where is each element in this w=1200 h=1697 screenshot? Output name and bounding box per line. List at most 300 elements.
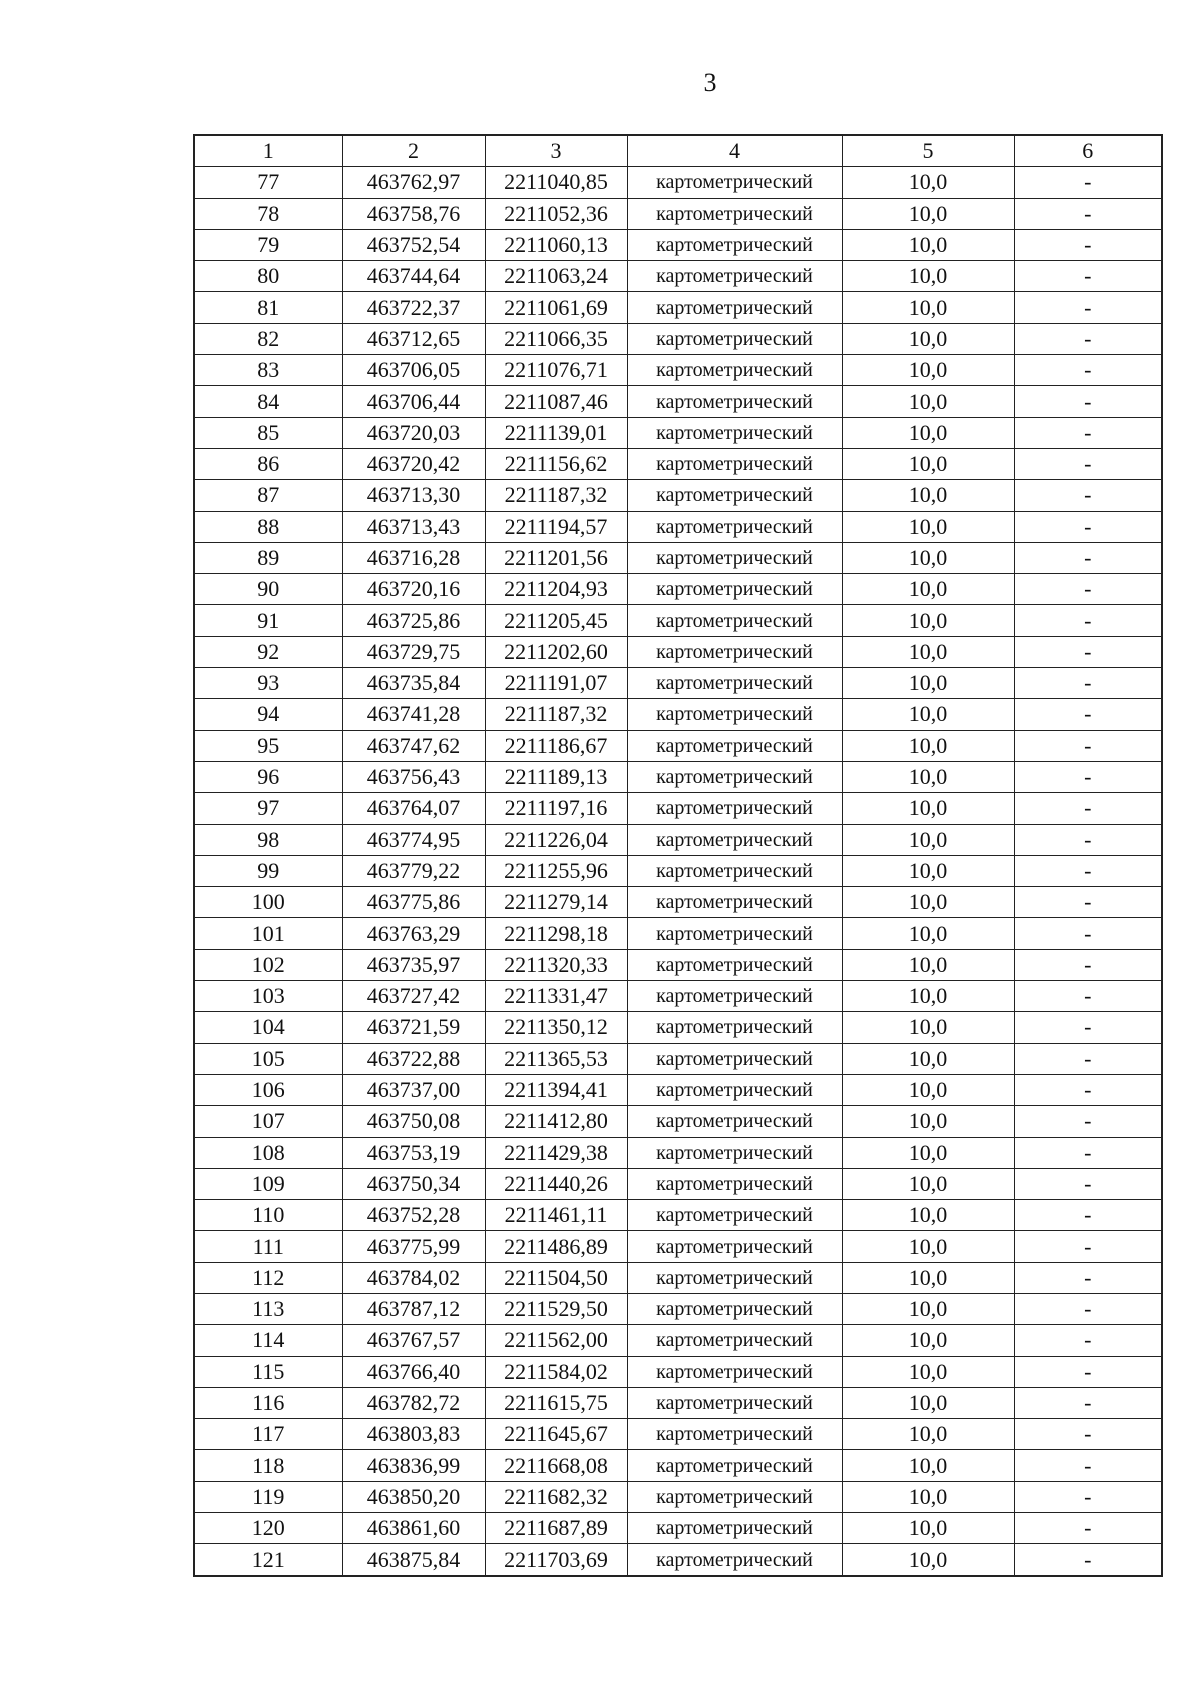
point-number-cell: 114 xyxy=(194,1325,342,1356)
point-number-cell: 92 xyxy=(194,636,342,667)
y-coordinate-cell: 2211298,18 xyxy=(485,918,627,949)
accuracy-cell: 10,0 xyxy=(842,636,1014,667)
x-coordinate-cell: 463875,84 xyxy=(342,1544,485,1576)
accuracy-cell: 10,0 xyxy=(842,261,1014,292)
point-number-cell: 111 xyxy=(194,1231,342,1262)
point-number-cell: 91 xyxy=(194,605,342,636)
y-coordinate-cell: 2211139,01 xyxy=(485,417,627,448)
column-header: 6 xyxy=(1014,135,1162,167)
column-header: 2 xyxy=(342,135,485,167)
point-number-cell: 84 xyxy=(194,386,342,417)
table-row xyxy=(194,1200,1162,1231)
note-cell: - xyxy=(1014,1544,1162,1576)
table-row xyxy=(194,542,1162,573)
x-coordinate-cell: 463716,28 xyxy=(342,542,485,573)
x-coordinate-cell: 463758,76 xyxy=(342,198,485,229)
point-number-cell: 78 xyxy=(194,198,342,229)
table-row xyxy=(194,355,1162,386)
x-coordinate-cell: 463706,44 xyxy=(342,386,485,417)
point-number-cell: 120 xyxy=(194,1513,342,1544)
note-cell: - xyxy=(1014,229,1162,260)
point-number-cell: 117 xyxy=(194,1419,342,1450)
y-coordinate-cell: 2211703,69 xyxy=(485,1544,627,1576)
table-row xyxy=(194,198,1162,229)
y-coordinate-cell: 2211076,71 xyxy=(485,355,627,386)
method-cell: картометрический xyxy=(627,793,842,824)
method-cell: картометрический xyxy=(627,448,842,479)
method-cell: картометрический xyxy=(627,1043,842,1074)
x-coordinate-cell: 463752,28 xyxy=(342,1200,485,1231)
point-number-cell: 87 xyxy=(194,480,342,511)
method-cell: картометрический xyxy=(627,949,842,980)
table-body xyxy=(194,167,1162,1576)
note-cell: - xyxy=(1014,1262,1162,1293)
point-number-cell: 115 xyxy=(194,1356,342,1387)
note-cell: - xyxy=(1014,1419,1162,1450)
x-coordinate-cell: 463720,42 xyxy=(342,448,485,479)
y-coordinate-cell: 2211320,33 xyxy=(485,949,627,980)
note-cell: - xyxy=(1014,1137,1162,1168)
accuracy-cell: 10,0 xyxy=(842,1513,1014,1544)
point-number-cell: 110 xyxy=(194,1200,342,1231)
column-header: 4 xyxy=(627,135,842,167)
table-row xyxy=(194,448,1162,479)
accuracy-cell: 10,0 xyxy=(842,1231,1014,1262)
note-cell: - xyxy=(1014,887,1162,918)
point-number-cell: 93 xyxy=(194,668,342,699)
point-number-cell: 116 xyxy=(194,1387,342,1418)
point-number-cell: 85 xyxy=(194,417,342,448)
note-cell: - xyxy=(1014,542,1162,573)
point-number-cell: 81 xyxy=(194,292,342,323)
accuracy-cell: 10,0 xyxy=(842,1293,1014,1324)
note-cell: - xyxy=(1014,761,1162,792)
accuracy-cell: 10,0 xyxy=(842,229,1014,260)
method-cell: картометрический xyxy=(627,699,842,730)
method-cell: картометрический xyxy=(627,355,842,386)
y-coordinate-cell: 2211429,38 xyxy=(485,1137,627,1168)
note-cell: - xyxy=(1014,699,1162,730)
point-number-cell: 77 xyxy=(194,167,342,198)
note-cell: - xyxy=(1014,323,1162,354)
method-cell: картометрический xyxy=(627,542,842,573)
accuracy-cell: 10,0 xyxy=(842,574,1014,605)
y-coordinate-cell: 2211255,96 xyxy=(485,855,627,886)
note-cell: - xyxy=(1014,1450,1162,1481)
note-cell: - xyxy=(1014,386,1162,417)
method-cell: картометрический xyxy=(627,855,842,886)
note-cell: - xyxy=(1014,574,1162,605)
point-number-cell: 109 xyxy=(194,1168,342,1199)
note-cell: - xyxy=(1014,730,1162,761)
accuracy-cell: 10,0 xyxy=(842,1074,1014,1105)
accuracy-cell: 10,0 xyxy=(842,1387,1014,1418)
x-coordinate-cell: 463787,12 xyxy=(342,1293,485,1324)
point-number-cell: 97 xyxy=(194,793,342,824)
accuracy-cell: 10,0 xyxy=(842,1200,1014,1231)
accuracy-cell: 10,0 xyxy=(842,198,1014,229)
method-cell: картометрический xyxy=(627,417,842,448)
y-coordinate-cell: 2211063,24 xyxy=(485,261,627,292)
accuracy-cell: 10,0 xyxy=(842,323,1014,354)
method-cell: картометрический xyxy=(627,1168,842,1199)
accuracy-cell: 10,0 xyxy=(842,761,1014,792)
accuracy-cell: 10,0 xyxy=(842,1137,1014,1168)
y-coordinate-cell: 2211087,46 xyxy=(485,386,627,417)
point-number-cell: 94 xyxy=(194,699,342,730)
accuracy-cell: 10,0 xyxy=(842,730,1014,761)
method-cell: картометрический xyxy=(627,1325,842,1356)
note-cell: - xyxy=(1014,355,1162,386)
note-cell: - xyxy=(1014,1231,1162,1262)
column-header: 1 xyxy=(194,135,342,167)
accuracy-cell: 10,0 xyxy=(842,981,1014,1012)
accuracy-cell: 10,0 xyxy=(842,887,1014,918)
table-row xyxy=(194,699,1162,730)
x-coordinate-cell: 463722,37 xyxy=(342,292,485,323)
x-coordinate-cell: 463850,20 xyxy=(342,1481,485,1512)
table-row xyxy=(194,1074,1162,1105)
table-row xyxy=(194,1450,1162,1481)
accuracy-cell: 10,0 xyxy=(842,949,1014,980)
accuracy-cell: 10,0 xyxy=(842,448,1014,479)
method-cell: картометрический xyxy=(627,1544,842,1576)
table-row xyxy=(194,793,1162,824)
method-cell: картометрический xyxy=(627,761,842,792)
note-cell: - xyxy=(1014,793,1162,824)
note-cell: - xyxy=(1014,1074,1162,1105)
table-row xyxy=(194,1513,1162,1544)
x-coordinate-cell: 463713,43 xyxy=(342,511,485,542)
y-coordinate-cell: 2211504,50 xyxy=(485,1262,627,1293)
method-cell: картометрический xyxy=(627,1262,842,1293)
y-coordinate-cell: 2211668,08 xyxy=(485,1450,627,1481)
table-row xyxy=(194,229,1162,260)
table-row xyxy=(194,1419,1162,1450)
table-row xyxy=(194,981,1162,1012)
accuracy-cell: 10,0 xyxy=(842,824,1014,855)
accuracy-cell: 10,0 xyxy=(842,167,1014,198)
point-number-cell: 80 xyxy=(194,261,342,292)
method-cell: картометрический xyxy=(627,1450,842,1481)
table-row xyxy=(194,605,1162,636)
x-coordinate-cell: 463744,64 xyxy=(342,261,485,292)
note-cell: - xyxy=(1014,1043,1162,1074)
y-coordinate-cell: 2211350,12 xyxy=(485,1012,627,1043)
x-coordinate-cell: 463752,54 xyxy=(342,229,485,260)
y-coordinate-cell: 2211584,02 xyxy=(485,1356,627,1387)
point-number-cell: 96 xyxy=(194,761,342,792)
table-row xyxy=(194,918,1162,949)
point-number-cell: 83 xyxy=(194,355,342,386)
y-coordinate-cell: 2211365,53 xyxy=(485,1043,627,1074)
note-cell: - xyxy=(1014,668,1162,699)
note-cell: - xyxy=(1014,1356,1162,1387)
accuracy-cell: 10,0 xyxy=(842,699,1014,730)
x-coordinate-cell: 463706,05 xyxy=(342,355,485,386)
table-row xyxy=(194,1231,1162,1262)
point-number-cell: 88 xyxy=(194,511,342,542)
column-header: 3 xyxy=(485,135,627,167)
table-row xyxy=(194,480,1162,511)
y-coordinate-cell: 2211202,60 xyxy=(485,636,627,667)
note-cell: - xyxy=(1014,1168,1162,1199)
table-row xyxy=(194,1168,1162,1199)
y-coordinate-cell: 2211331,47 xyxy=(485,981,627,1012)
note-cell: - xyxy=(1014,1200,1162,1231)
accuracy-cell: 10,0 xyxy=(842,1450,1014,1481)
note-cell: - xyxy=(1014,1481,1162,1512)
method-cell: картометрический xyxy=(627,167,842,198)
y-coordinate-cell: 2211394,41 xyxy=(485,1074,627,1105)
y-coordinate-cell: 2211204,93 xyxy=(485,574,627,605)
method-cell: картометрический xyxy=(627,480,842,511)
table-row xyxy=(194,1106,1162,1137)
method-cell: картометрический xyxy=(627,1137,842,1168)
note-cell: - xyxy=(1014,261,1162,292)
x-coordinate-cell: 463737,00 xyxy=(342,1074,485,1105)
accuracy-cell: 10,0 xyxy=(842,417,1014,448)
y-coordinate-cell: 2211645,67 xyxy=(485,1419,627,1450)
point-number-cell: 113 xyxy=(194,1293,342,1324)
accuracy-cell: 10,0 xyxy=(842,1356,1014,1387)
y-coordinate-cell: 2211279,14 xyxy=(485,887,627,918)
accuracy-cell: 10,0 xyxy=(842,1481,1014,1512)
method-cell: картометрический xyxy=(627,1231,842,1262)
point-number-cell: 119 xyxy=(194,1481,342,1512)
y-coordinate-cell: 2211189,13 xyxy=(485,761,627,792)
table-row xyxy=(194,1544,1162,1576)
method-cell: картометрический xyxy=(627,386,842,417)
table-row xyxy=(194,417,1162,448)
accuracy-cell: 10,0 xyxy=(842,1419,1014,1450)
x-coordinate-cell: 463735,97 xyxy=(342,949,485,980)
x-coordinate-cell: 463712,65 xyxy=(342,323,485,354)
x-coordinate-cell: 463750,08 xyxy=(342,1106,485,1137)
x-coordinate-cell: 463766,40 xyxy=(342,1356,485,1387)
y-coordinate-cell: 2211529,50 xyxy=(485,1293,627,1324)
x-coordinate-cell: 463753,19 xyxy=(342,1137,485,1168)
x-coordinate-cell: 463735,84 xyxy=(342,668,485,699)
y-coordinate-cell: 2211461,11 xyxy=(485,1200,627,1231)
y-coordinate-cell: 2211187,32 xyxy=(485,699,627,730)
method-cell: картометрический xyxy=(627,668,842,699)
y-coordinate-cell: 2211440,26 xyxy=(485,1168,627,1199)
note-cell: - xyxy=(1014,480,1162,511)
x-coordinate-cell: 463774,95 xyxy=(342,824,485,855)
y-coordinate-cell: 2211562,00 xyxy=(485,1325,627,1356)
x-coordinate-cell: 463721,59 xyxy=(342,1012,485,1043)
note-cell: - xyxy=(1014,511,1162,542)
point-number-cell: 101 xyxy=(194,918,342,949)
note-cell: - xyxy=(1014,981,1162,1012)
table-row xyxy=(194,1325,1162,1356)
accuracy-cell: 10,0 xyxy=(842,793,1014,824)
y-coordinate-cell: 2211205,45 xyxy=(485,605,627,636)
y-coordinate-cell: 2211615,75 xyxy=(485,1387,627,1418)
table-row xyxy=(194,574,1162,605)
table-row xyxy=(194,1012,1162,1043)
method-cell: картометрический xyxy=(627,636,842,667)
x-coordinate-cell: 463836,99 xyxy=(342,1450,485,1481)
accuracy-cell: 10,0 xyxy=(842,1262,1014,1293)
table-header-row xyxy=(194,135,1162,167)
x-coordinate-cell: 463784,02 xyxy=(342,1262,485,1293)
table-row xyxy=(194,167,1162,198)
point-number-cell: 98 xyxy=(194,824,342,855)
x-coordinate-cell: 463725,86 xyxy=(342,605,485,636)
y-coordinate-cell: 2211197,16 xyxy=(485,793,627,824)
method-cell: картометрический xyxy=(627,198,842,229)
point-number-cell: 82 xyxy=(194,323,342,354)
x-coordinate-cell: 463775,86 xyxy=(342,887,485,918)
table-row xyxy=(194,1481,1162,1512)
table-row xyxy=(194,1262,1162,1293)
y-coordinate-cell: 2211040,85 xyxy=(485,167,627,198)
accuracy-cell: 10,0 xyxy=(842,1106,1014,1137)
y-coordinate-cell: 2211226,04 xyxy=(485,824,627,855)
accuracy-cell: 10,0 xyxy=(842,1325,1014,1356)
point-number-cell: 107 xyxy=(194,1106,342,1137)
method-cell: картометрический xyxy=(627,1356,842,1387)
table-row xyxy=(194,511,1162,542)
point-number-cell: 102 xyxy=(194,949,342,980)
note-cell: - xyxy=(1014,636,1162,667)
point-number-cell: 86 xyxy=(194,448,342,479)
table-row xyxy=(194,730,1162,761)
x-coordinate-cell: 463750,34 xyxy=(342,1168,485,1199)
y-coordinate-cell: 2211187,32 xyxy=(485,480,627,511)
table-row xyxy=(194,855,1162,886)
method-cell: картометрический xyxy=(627,1481,842,1512)
x-coordinate-cell: 463741,28 xyxy=(342,699,485,730)
note-cell: - xyxy=(1014,605,1162,636)
point-number-cell: 79 xyxy=(194,229,342,260)
table-row xyxy=(194,1043,1162,1074)
x-coordinate-cell: 463720,03 xyxy=(342,417,485,448)
table-row xyxy=(194,1137,1162,1168)
x-coordinate-cell: 463762,97 xyxy=(342,167,485,198)
x-coordinate-cell: 463727,42 xyxy=(342,981,485,1012)
method-cell: картометрический xyxy=(627,1419,842,1450)
y-coordinate-cell: 2211687,89 xyxy=(485,1513,627,1544)
table-row xyxy=(194,292,1162,323)
point-number-cell: 105 xyxy=(194,1043,342,1074)
x-coordinate-cell: 463713,30 xyxy=(342,480,485,511)
point-number-cell: 89 xyxy=(194,542,342,573)
method-cell: картометрический xyxy=(627,1293,842,1324)
method-cell: картометрический xyxy=(627,918,842,949)
note-cell: - xyxy=(1014,1387,1162,1418)
method-cell: картометрический xyxy=(627,1012,842,1043)
accuracy-cell: 10,0 xyxy=(842,1168,1014,1199)
x-coordinate-cell: 463767,57 xyxy=(342,1325,485,1356)
y-coordinate-cell: 2211486,89 xyxy=(485,1231,627,1262)
table-row xyxy=(194,824,1162,855)
point-number-cell: 103 xyxy=(194,981,342,1012)
note-cell: - xyxy=(1014,1325,1162,1356)
x-coordinate-cell: 463764,07 xyxy=(342,793,485,824)
accuracy-cell: 10,0 xyxy=(842,918,1014,949)
y-coordinate-cell: 2211191,07 xyxy=(485,668,627,699)
note-cell: - xyxy=(1014,1293,1162,1324)
accuracy-cell: 10,0 xyxy=(842,1544,1014,1576)
method-cell: картометрический xyxy=(627,511,842,542)
point-number-cell: 99 xyxy=(194,855,342,886)
method-cell: картометрический xyxy=(627,292,842,323)
method-cell: картометрический xyxy=(627,981,842,1012)
accuracy-cell: 10,0 xyxy=(842,605,1014,636)
method-cell: картометрический xyxy=(627,229,842,260)
point-number-cell: 106 xyxy=(194,1074,342,1105)
point-number-cell: 121 xyxy=(194,1544,342,1576)
y-coordinate-cell: 2211052,36 xyxy=(485,198,627,229)
method-cell: картометрический xyxy=(627,1200,842,1231)
method-cell: картометрический xyxy=(627,1387,842,1418)
x-coordinate-cell: 463775,99 xyxy=(342,1231,485,1262)
accuracy-cell: 10,0 xyxy=(842,511,1014,542)
page-number: 3 xyxy=(703,68,717,97)
method-cell: картометрический xyxy=(627,605,842,636)
note-cell: - xyxy=(1014,448,1162,479)
accuracy-cell: 10,0 xyxy=(842,480,1014,511)
point-number-cell: 108 xyxy=(194,1137,342,1168)
method-cell: картометрический xyxy=(627,1106,842,1137)
table-row xyxy=(194,761,1162,792)
point-number-cell: 100 xyxy=(194,887,342,918)
y-coordinate-cell: 2211201,56 xyxy=(485,542,627,573)
x-coordinate-cell: 463763,29 xyxy=(342,918,485,949)
note-cell: - xyxy=(1014,1012,1162,1043)
x-coordinate-cell: 463729,75 xyxy=(342,636,485,667)
note-cell: - xyxy=(1014,167,1162,198)
y-coordinate-cell: 2211061,69 xyxy=(485,292,627,323)
point-number-cell: 104 xyxy=(194,1012,342,1043)
table-row xyxy=(194,1387,1162,1418)
note-cell: - xyxy=(1014,292,1162,323)
accuracy-cell: 10,0 xyxy=(842,355,1014,386)
method-cell: картометрический xyxy=(627,323,842,354)
x-coordinate-cell: 463782,72 xyxy=(342,1387,485,1418)
x-coordinate-cell: 463722,88 xyxy=(342,1043,485,1074)
x-coordinate-cell: 463756,43 xyxy=(342,761,485,792)
table-row xyxy=(194,668,1162,699)
table-row xyxy=(194,887,1162,918)
column-header: 5 xyxy=(842,135,1014,167)
accuracy-cell: 10,0 xyxy=(842,542,1014,573)
table-row xyxy=(194,386,1162,417)
method-cell: картометрический xyxy=(627,730,842,761)
point-number-cell: 118 xyxy=(194,1450,342,1481)
note-cell: - xyxy=(1014,918,1162,949)
y-coordinate-cell: 2211194,57 xyxy=(485,511,627,542)
method-cell: картометрический xyxy=(627,887,842,918)
table-row xyxy=(194,1293,1162,1324)
y-coordinate-cell: 2211682,32 xyxy=(485,1481,627,1512)
method-cell: картометрический xyxy=(627,824,842,855)
x-coordinate-cell: 463803,83 xyxy=(342,1419,485,1450)
x-coordinate-cell: 463861,60 xyxy=(342,1513,485,1544)
y-coordinate-cell: 2211412,80 xyxy=(485,1106,627,1137)
method-cell: картометрический xyxy=(627,261,842,292)
note-cell: - xyxy=(1014,824,1162,855)
note-cell: - xyxy=(1014,417,1162,448)
note-cell: - xyxy=(1014,855,1162,886)
point-number-cell: 112 xyxy=(194,1262,342,1293)
note-cell: - xyxy=(1014,198,1162,229)
method-cell: картометрический xyxy=(627,574,842,605)
x-coordinate-cell: 463779,22 xyxy=(342,855,485,886)
